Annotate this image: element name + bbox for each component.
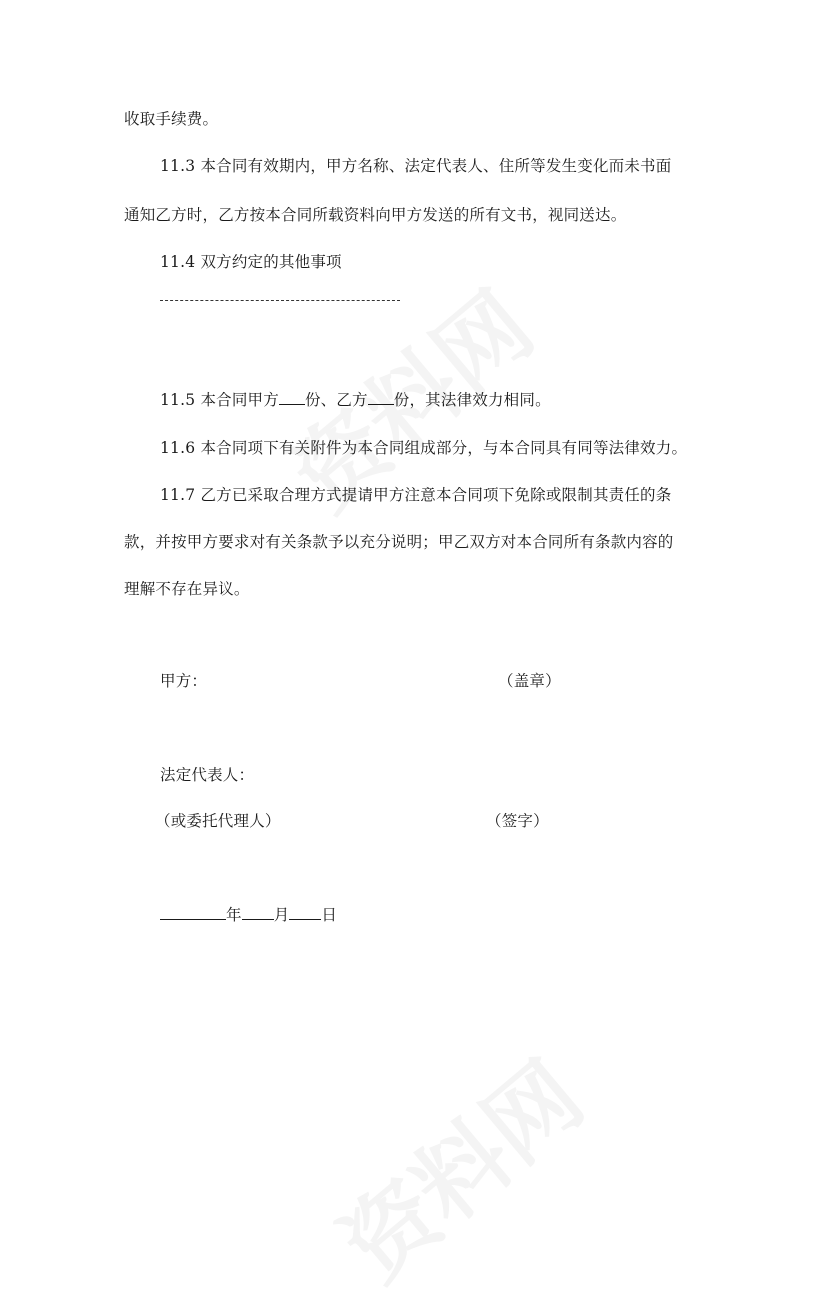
month-label: 月: [273, 906, 290, 924]
party-a-copies-blank: [279, 389, 305, 405]
clause-11-5-text-c: 份，其法律效力相同。: [393, 391, 551, 409]
year-blank: [160, 904, 226, 920]
date-line: [160, 904, 337, 926]
day-label: 日: [321, 906, 338, 924]
paragraph-line: 收取手续费。: [124, 110, 219, 128]
party-a-label: 甲方：: [160, 672, 208, 690]
seal-label: （盖章）: [498, 672, 561, 690]
clause-11-7-line-3: 理解不存在异议。: [124, 580, 250, 598]
fill-in-dashed-line: [160, 300, 400, 301]
clause-11-5-text-a: 11.5 本合同甲方: [160, 391, 279, 409]
clause-11-5-line-1: [160, 389, 551, 411]
agent-label: （或委托代理人）: [155, 812, 281, 830]
clause-11-5-text-b: 份、乙方: [304, 391, 368, 409]
watermark-bottom: [310, 1027, 606, 1305]
clause-11-7-line-2: 款，并按甲方要求对有关条款予以充分说明；甲乙双方对本合同所有条款内容的: [124, 533, 674, 551]
sign-label: （签字）: [486, 812, 549, 830]
month-blank: [242, 904, 274, 920]
legal-rep-label: 法定代表人：: [160, 766, 255, 784]
clause-11-3-line-1: 11.3 本合同有效期内，甲方名称、法定代表人、住所等发生变化而未书面: [160, 157, 672, 175]
party-b-copies-blank: [368, 389, 394, 405]
clause-11-4-line-1: 11.4 双方约定的其他事项: [160, 253, 342, 271]
clause-11-6-line-1: 11.6 本合同项下有关附件为本合同组成部分，与本合同具有同等法律效力。: [160, 439, 688, 457]
clause-11-3-line-2: 通知乙方时，乙方按本合同所载资料向甲方发送的所有文书，视同送达。: [124, 206, 627, 224]
clause-11-7-line-1: 11.7 乙方已采取合理方式提请甲方注意本合同项下免除或限制其责任的条: [160, 486, 672, 504]
year-label: 年: [226, 906, 242, 924]
day-blank: [289, 904, 321, 920]
